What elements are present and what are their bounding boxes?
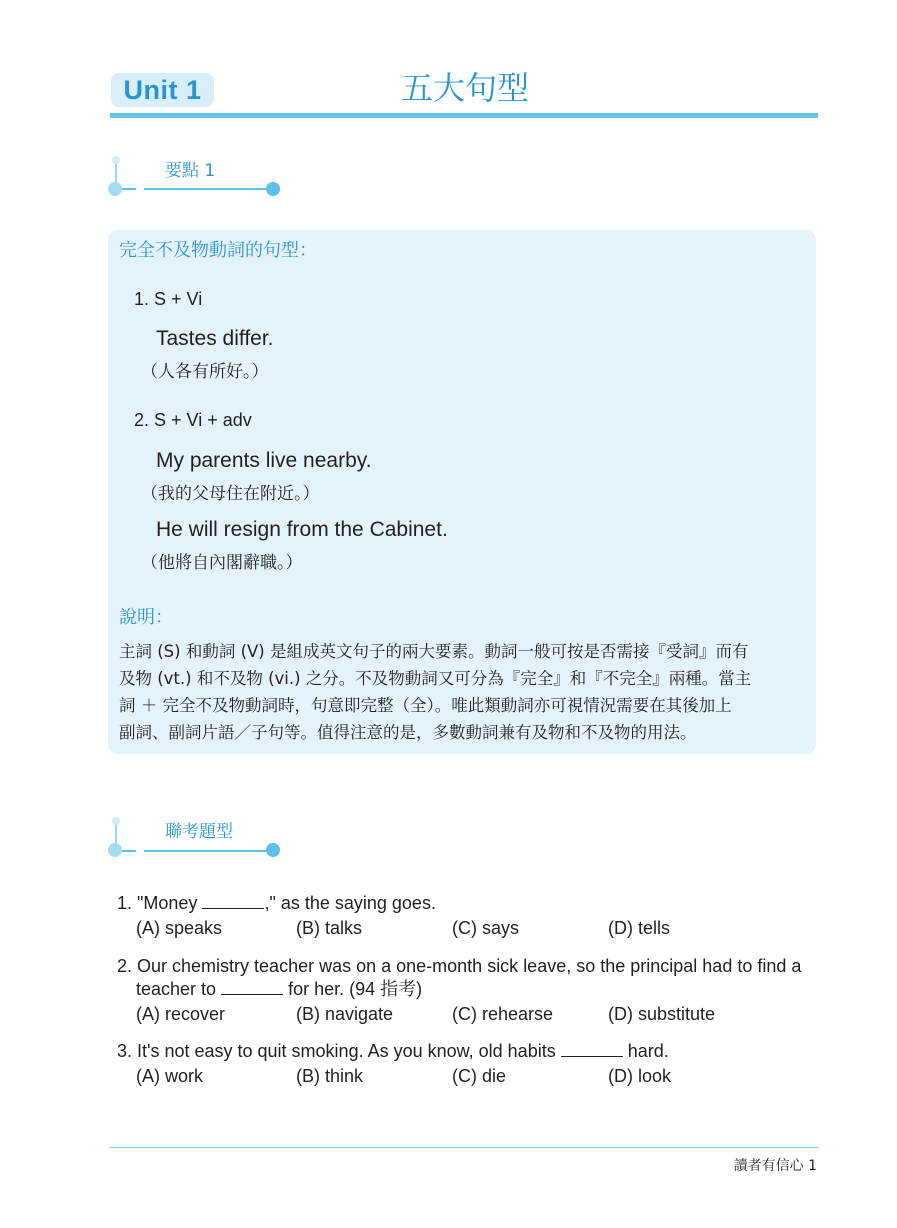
- q1-option-c: (C) says: [452, 918, 519, 938]
- question-3-after: hard.: [622, 1041, 669, 1061]
- q1-option-d: (D) tells: [608, 918, 670, 938]
- section2-marker-hline: [144, 850, 268, 852]
- section-marker-dot-top: [112, 156, 120, 164]
- explanation-line: 主詞 (S) 和動詞 (V) 是組成英文句子的兩大要素。動詞一般可按是否需接『受詞』而有: [119, 642, 749, 661]
- section-marker-hline-short: [122, 188, 136, 190]
- question-1-after: ," as the saying goes.: [264, 893, 436, 913]
- pattern-2-num: 2.: [134, 410, 150, 430]
- pattern-1: [134, 288, 202, 310]
- section-label-key-point: 要點 1: [165, 161, 216, 181]
- explanation-line: 詞 ＋ 完全不及物動詞時，句意即完整（全）。唯此類動詞亦可視情況需要在其後加上: [119, 696, 732, 715]
- q3-option-d: (D) look: [608, 1066, 672, 1086]
- explanation-line: 及物 (vt.) 和不及物 (vi.) 之分。不及物動詞又可分為『完全』和『不完全』兩種。當主: [119, 669, 752, 688]
- section2-marker-dot-left: [108, 843, 122, 857]
- q2-option-a: (A) recover: [136, 1004, 226, 1024]
- pattern-2-text: S + Vi + adv: [154, 410, 252, 430]
- question-2-num: 2.: [117, 956, 133, 976]
- section2-marker-vline: [115, 825, 117, 845]
- explanation-heading: 說明：: [119, 607, 173, 628]
- pattern-1-text: S + Vi: [154, 289, 203, 309]
- section-label-exam-questions: 聯考題型: [165, 822, 233, 842]
- page-title: 五大句型: [400, 69, 529, 107]
- question-2-line2: [136, 978, 422, 1000]
- q1-option-a: (A) speaks: [136, 918, 223, 938]
- pattern-2: [134, 409, 252, 431]
- question-3-num: 3.: [117, 1041, 133, 1061]
- section2-marker-dot-right: [266, 843, 280, 857]
- question-1-num: 1.: [117, 893, 133, 913]
- header-rule: [110, 113, 818, 118]
- answer-blank: [221, 980, 283, 995]
- q3-option-c: (C) die: [452, 1066, 507, 1086]
- question-2-line1: Our chemistry teacher was on a one-month sick leave, so the principal had to find a: [137, 956, 802, 976]
- q3-option-b: (B) think: [296, 1066, 364, 1086]
- page-footer: 讀者有信心 1: [733, 1158, 817, 1174]
- section-marker-hline: [144, 188, 268, 190]
- section-marker-dot-right: [266, 182, 280, 196]
- q2-option-c: (C) rehearse: [452, 1004, 554, 1024]
- example-3-en: He will resign from the Cabinet.: [156, 518, 448, 541]
- section-marker-vline: [115, 164, 117, 184]
- explanation-text: [119, 638, 809, 746]
- answer-blank: [202, 894, 264, 909]
- question-2: [117, 955, 801, 977]
- question-1-before: "Money: [137, 893, 203, 913]
- example-3-zh: （他將自內閣辭職。）: [141, 553, 303, 573]
- example-2-en: My parents live nearby.: [156, 449, 372, 472]
- question-2-after: for her. (94 指考): [283, 979, 423, 999]
- example-2-zh: （我的父母住在附近。）: [141, 484, 320, 504]
- q1-option-b: (B) talks: [296, 918, 363, 938]
- section-marker-dot-left: [108, 182, 122, 196]
- box-heading: 完全不及物動詞的句型：: [119, 240, 317, 261]
- question-3-before: It's not easy to quit smoking. As you know, old habits: [137, 1041, 561, 1061]
- q2-option-b: (B) navigate: [296, 1004, 394, 1024]
- section2-marker-dot-top: [112, 817, 120, 825]
- question-2-before: teacher to: [136, 979, 222, 999]
- explanation-line: 副詞、副詞片語／子句等。值得注意的是，多數動詞兼有及物和不及物的用法。: [119, 723, 697, 742]
- pattern-1-num: 1.: [134, 289, 150, 309]
- question-3: [117, 1040, 669, 1062]
- q3-option-a: (A) work: [136, 1066, 203, 1086]
- footer-rule: [110, 1147, 818, 1148]
- answer-blank: [561, 1042, 623, 1057]
- example-1-en: Tastes differ.: [156, 327, 274, 350]
- q2-option-d: (D) substitute: [608, 1004, 716, 1024]
- example-1-zh: （人各有所好。）: [141, 362, 269, 382]
- section2-marker-hline-short: [122, 850, 136, 852]
- question-1: [117, 892, 436, 914]
- unit-badge: Unit 1: [111, 73, 214, 107]
